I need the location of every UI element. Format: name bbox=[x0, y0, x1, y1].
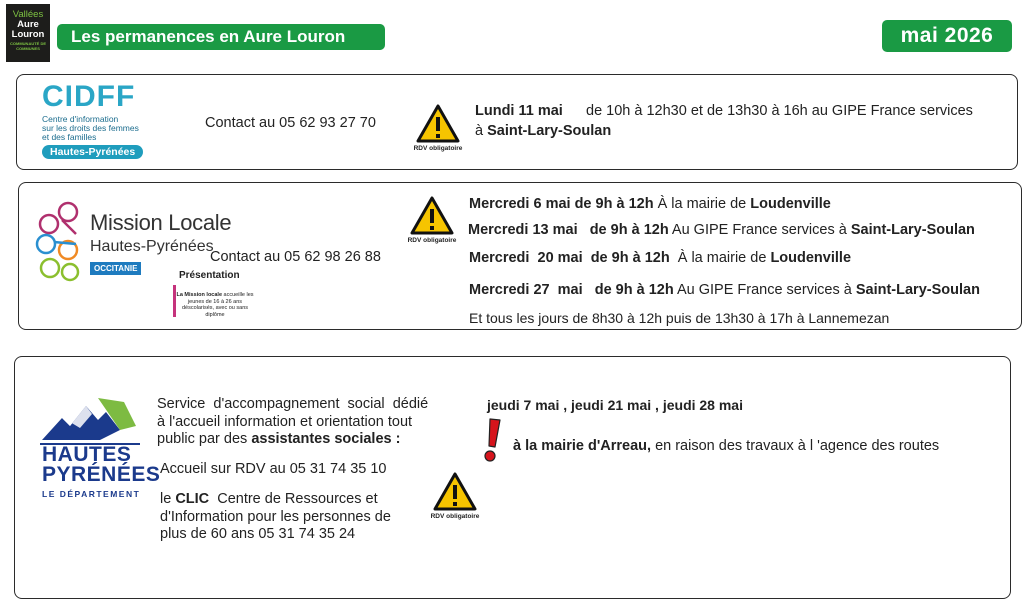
ml-session-4-day: Mercredi 27 mai de 9h à 12h bbox=[469, 282, 674, 298]
exclamation-alert-icon bbox=[481, 417, 503, 465]
hautes-pyrenees-mountains-icon bbox=[40, 396, 142, 448]
hp-place-line bbox=[513, 438, 939, 454]
hp-clic-prefix: le bbox=[160, 491, 176, 507]
ml-session-3-day: Mercredi 20 mai de 9h à 12h bbox=[469, 250, 670, 266]
cidff-rdv-warning bbox=[410, 104, 466, 152]
ml-session-1 bbox=[469, 196, 831, 212]
hp-logo-line-2: PYRÉNÉES bbox=[42, 463, 161, 486]
cidff-place-prefix: à bbox=[475, 123, 484, 139]
hp-service-line-3-text: public par des bbox=[157, 431, 252, 447]
hautes-pyrenees-card bbox=[14, 356, 1011, 599]
mission-locale-contact: Contact au 05 62 98 26 88 bbox=[210, 249, 381, 265]
ml-session-3-text: À la mairie de bbox=[669, 250, 771, 266]
cidff-place-line bbox=[475, 123, 611, 139]
presentation-desc-text: accueille les jeunes de 16 à 26 ans déscolarisés, avec ou sans diplôme bbox=[181, 292, 254, 318]
mission-locale-logo-title: Mission Locale bbox=[90, 210, 232, 235]
hp-clic-line-3: plus de 60 ans 05 31 74 35 24 bbox=[160, 526, 356, 542]
ml-session-3-place: Loudenville bbox=[770, 250, 852, 266]
cidff-place: Saint-Lary-Soulan bbox=[487, 123, 612, 139]
ml-session-1-day: Mercredi 6 mai de 9h à 12h bbox=[469, 196, 654, 212]
period-badge: mai 2026 bbox=[882, 20, 1012, 52]
rdv-obligatoire-caption: RDV obligatoire bbox=[430, 513, 480, 520]
warning-triangle-icon bbox=[416, 104, 460, 144]
logo-line-aure: Aure bbox=[17, 19, 39, 30]
hp-place-bold: à la mairie d'Arreau, bbox=[513, 438, 652, 454]
warning-triangle-icon bbox=[433, 472, 477, 512]
cidff-contact: Contact au 05 62 93 27 70 bbox=[205, 115, 376, 131]
cidff-logo bbox=[42, 80, 172, 160]
mission-locale-logo-sub: Hautes-Pyrénées bbox=[90, 238, 214, 255]
ml-session-2-day: Mercredi 13 mai de 9h à 12h bbox=[468, 222, 669, 238]
logo-line-louron: Louron bbox=[11, 29, 45, 40]
mission-locale-logo-band: OCCITANIE bbox=[90, 262, 141, 275]
hp-service-line-1: Service d'accompagnement social dédié bbox=[157, 396, 429, 412]
hp-clic-block bbox=[160, 491, 430, 544]
hp-service-line-3 bbox=[157, 431, 443, 449]
hp-clic-line-1-text: Centre de Ressources et bbox=[209, 491, 378, 507]
ml-session-4-text: Au GIPE France services à bbox=[673, 282, 856, 298]
logo-line-vallees: Vallées bbox=[12, 9, 44, 20]
ml-session-2 bbox=[468, 222, 975, 238]
cidff-logo-word: CIDFF bbox=[42, 80, 136, 113]
hp-clic-line-2: d'Information pour les personnes de bbox=[160, 508, 391, 525]
vallees-aure-louron-logo bbox=[6, 4, 50, 62]
ml-session-3 bbox=[469, 250, 851, 266]
ml-session-1-place: Loudenville bbox=[750, 196, 831, 212]
ml-session-4-place: Saint-Lary-Soulan bbox=[855, 282, 980, 298]
presentation-desc-bold: La Mission locale bbox=[176, 292, 223, 298]
warning-triangle-icon bbox=[410, 196, 454, 236]
hp-logo-line-1: HAUTES bbox=[42, 443, 132, 466]
ml-session-4 bbox=[469, 282, 980, 298]
hp-clic-bold: CLIC bbox=[175, 491, 210, 507]
mission-locale-presentation-title: Présentation bbox=[179, 270, 240, 281]
cidff-hours: de 10h à 12h30 et de 13h30 à 16h au GIPE France services bbox=[586, 103, 973, 119]
hp-place-note: en raison des travaux à l 'agence des routes bbox=[651, 438, 940, 454]
ml-session-2-place: Saint-Lary-Soulan bbox=[850, 222, 975, 238]
rdv-obligatoire-caption: RDV obligatoire bbox=[413, 145, 463, 152]
hp-service-line-3-bold: assistantes sociales : bbox=[251, 431, 401, 447]
ml-session-1-text: À la mairie de bbox=[653, 196, 751, 212]
page-title: Les permanences en Aure Louron bbox=[57, 24, 385, 50]
hp-clic-line-1 bbox=[160, 491, 430, 509]
ml-everyday: Et tous les jours de 8h30 à 12h puis de 13h30 à 17h à Lannemezan bbox=[469, 310, 890, 326]
mission-locale-rdv-warning bbox=[404, 196, 460, 244]
hp-dates: jeudi 7 mai , jeudi 21 mai , jeudi 28 mai bbox=[487, 397, 743, 413]
mission-locale-circles-icon bbox=[32, 200, 84, 282]
mission-locale-presentation-desc bbox=[176, 292, 254, 318]
cidff-logo-sub-2: sur les droits des femmes bbox=[42, 123, 139, 133]
cidff-logo-band: Hautes-Pyrénées bbox=[42, 145, 143, 159]
hp-rdv-warning bbox=[427, 472, 483, 520]
hp-logo-line-3: LE DÉPARTEMENT bbox=[42, 489, 141, 499]
hp-service-line-2: à l'accueil information et orientation tout bbox=[157, 413, 413, 430]
rdv-obligatoire-caption: RDV obligatoire bbox=[407, 237, 457, 244]
hp-rdv-phone: Accueil sur RDV au 05 31 74 35 10 bbox=[160, 461, 387, 477]
cidff-logo-sub-3: et des familles bbox=[42, 132, 97, 142]
hp-service-description bbox=[157, 396, 443, 449]
cidff-logo-sub-1: Centre d'information bbox=[42, 114, 119, 124]
cidff-day: Lundi 11 mai bbox=[475, 103, 563, 119]
presentation-accent-bar bbox=[173, 285, 176, 317]
logo-line-communaute: COMMUNAUTÉ DE COMMUNES bbox=[10, 41, 46, 51]
ml-session-2-text: Au GIPE France services à bbox=[668, 222, 851, 238]
